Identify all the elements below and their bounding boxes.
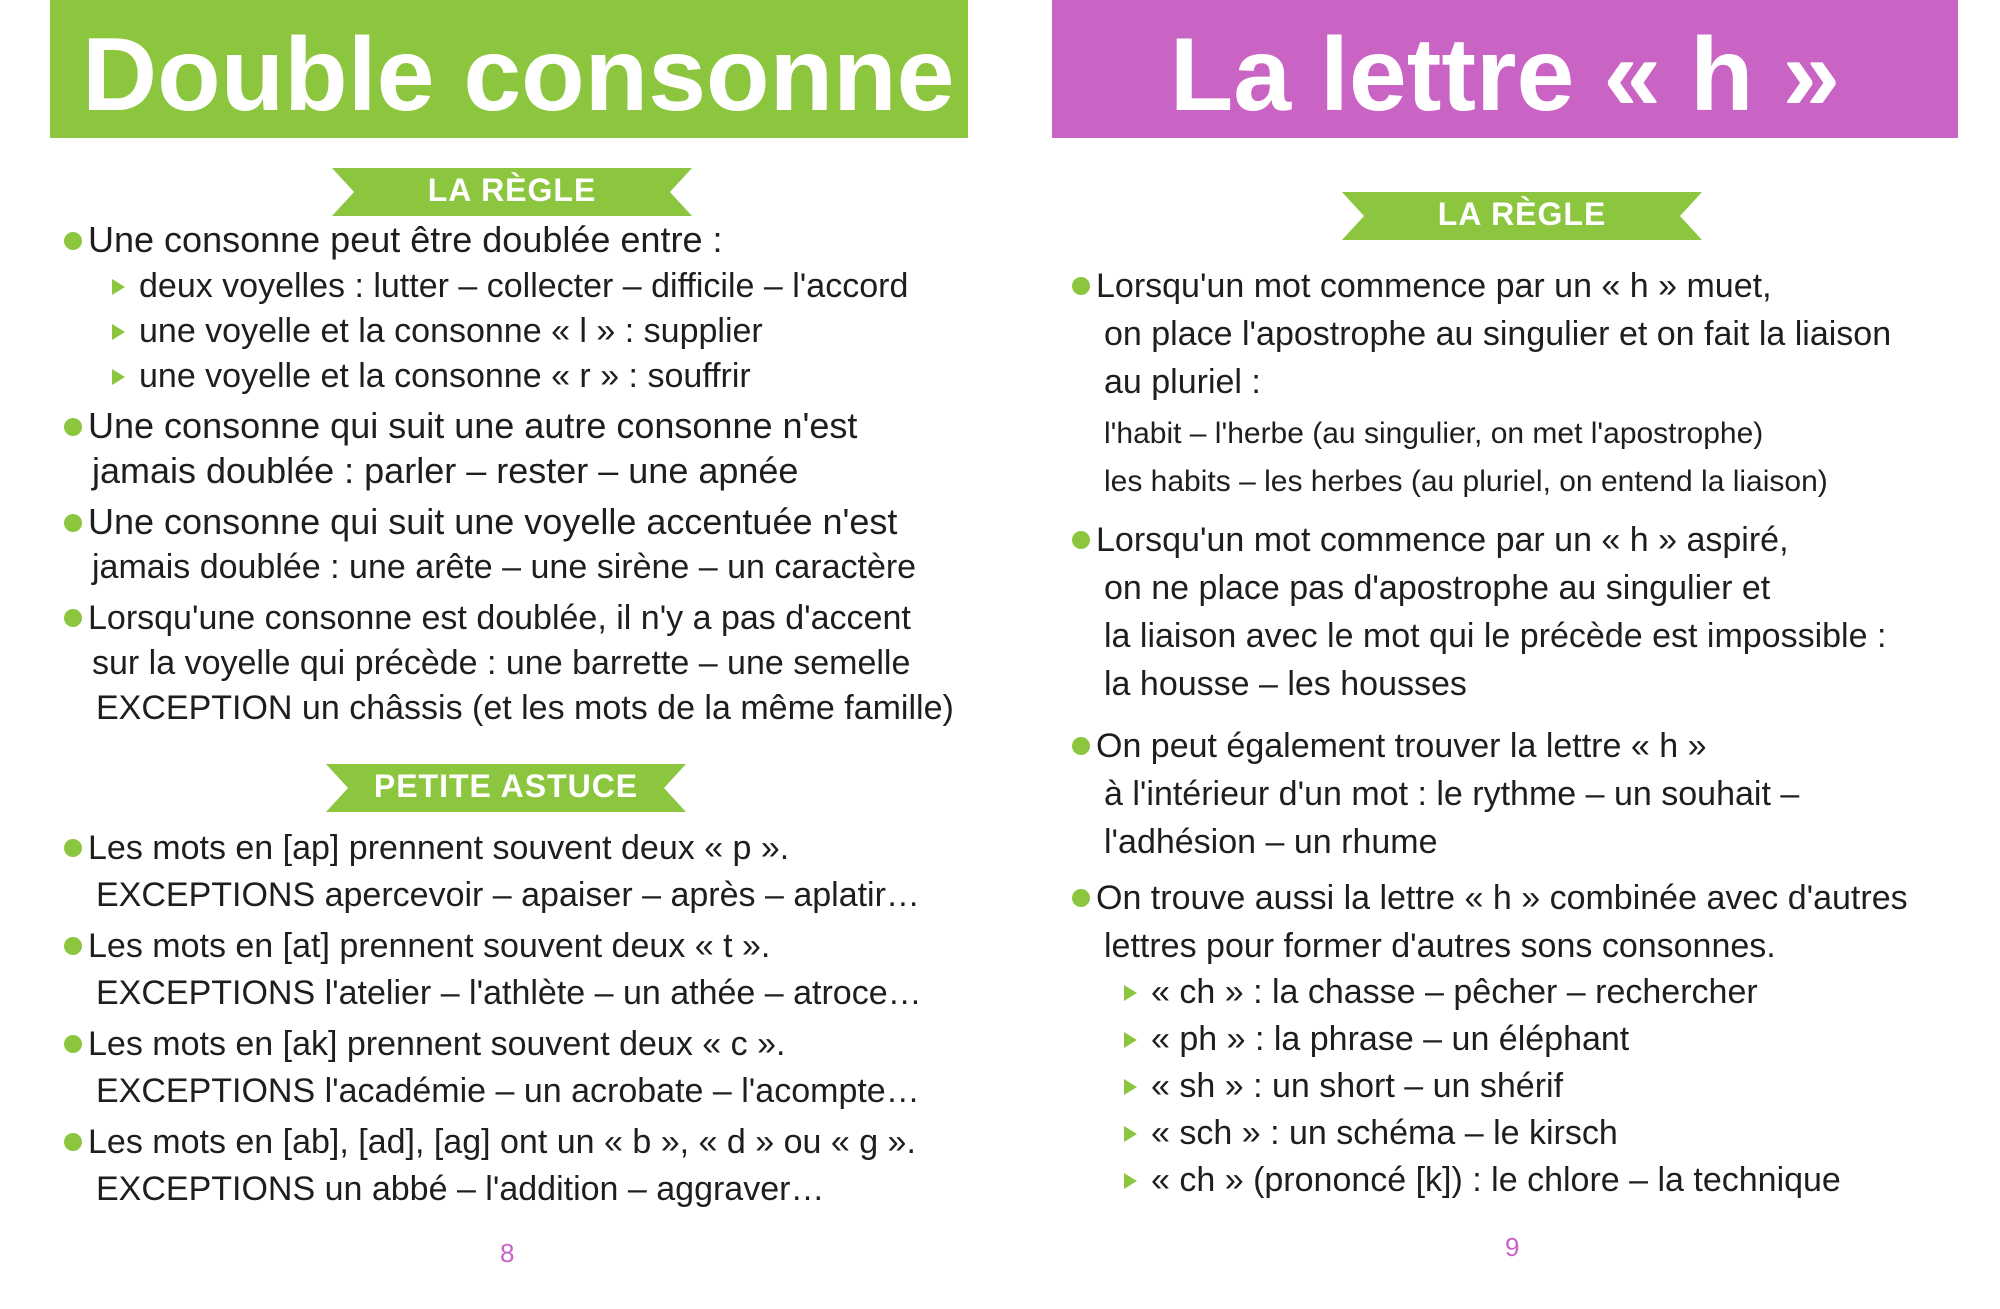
text-line: jamais doublée : parler – rester – une apnée xyxy=(92,450,799,491)
text-line: Une consonne qui suit une autre consonne n'est xyxy=(64,404,857,448)
triangle-bullet-icon xyxy=(112,369,125,385)
bullet-dot xyxy=(1072,889,1090,907)
text-line: la liaison avec le mot qui le précède est impossible : xyxy=(1104,617,1887,655)
bullet-dot xyxy=(64,609,82,627)
text-line: EXCEPTIONS apercevoir – apaiser – après – aplatir… xyxy=(96,876,920,914)
text-line: lettres pour former d'autres sons consonnes. xyxy=(1104,927,1776,965)
triangle-bullet-icon xyxy=(1124,1126,1137,1142)
triangle-bullet-icon xyxy=(1124,1032,1137,1048)
text-line: Une consonne qui suit une voyelle accentuée n'est xyxy=(64,500,897,544)
text-line: « sch » : un schéma – le kirsch xyxy=(1124,1111,1618,1155)
bullet-dot xyxy=(64,839,82,857)
page-title: Double consonne ? xyxy=(50,0,968,138)
text-line: EXCEPTIONS l'atelier – l'athlète – un athée – atroce… xyxy=(96,974,922,1012)
text-line: Les mots en [ap] prennent souvent deux « p ». xyxy=(64,826,789,870)
page-9 xyxy=(1000,0,2000,1309)
bullet-dot xyxy=(1072,277,1090,295)
bullet-dot xyxy=(64,1035,82,1053)
page-number: 8 xyxy=(500,1238,515,1268)
text-line: deux voyelles : lutter – collecter – difficile – l'accord xyxy=(112,264,908,308)
text-line: Une consonne peut être doublée entre : xyxy=(64,218,722,262)
text-line: l'habit – l'herbe (au singulier, on met l'apostrophe) xyxy=(1104,417,1764,450)
text-line: Les mots en [ak] prennent souvent deux « c ». xyxy=(64,1022,785,1066)
text-line: « ph » : la phrase – un éléphant xyxy=(1124,1017,1629,1061)
text-line: une voyelle et la consonne « l » : supplier xyxy=(112,309,763,353)
triangle-bullet-icon xyxy=(112,279,125,295)
text-line: à l'intérieur d'un mot : le rythme – un souhait – xyxy=(1104,775,1800,813)
text-line: Les mots en [at] prennent souvent deux « t ». xyxy=(64,924,770,968)
bullet-dot xyxy=(64,232,82,250)
triangle-bullet-icon xyxy=(1124,985,1137,1001)
triangle-bullet-icon xyxy=(1124,1079,1137,1095)
text-line: Lorsqu'une consonne est doublée, il n'y a pas d'accent xyxy=(64,596,911,640)
rule-banner: LA RÈGLE xyxy=(1342,186,1702,242)
bullet-dot xyxy=(1072,531,1090,549)
text-line: Les mots en [ab], [ad], [ag] ont un « b », « d » ou « g ». xyxy=(64,1120,916,1164)
bullet-dot xyxy=(64,418,82,436)
page-title: La lettre « h » xyxy=(1052,0,1958,138)
text-line: une voyelle et la consonne « r » : souffrir xyxy=(112,354,751,398)
bullet-dot xyxy=(64,937,82,955)
text-line: l'adhésion – un rhume xyxy=(1104,823,1438,861)
text-line: jamais doublée : une arête – une sirène – un caractère xyxy=(92,548,917,586)
text-line: les habits – les herbes (au pluriel, on entend la liaison) xyxy=(1104,465,1828,498)
bullet-dot xyxy=(64,1133,82,1151)
text-line: on place l'apostrophe au singulier et on fait la liaison xyxy=(1104,315,1892,353)
text-line: sur la voyelle qui précède : une barrette – une semelle xyxy=(92,644,911,682)
rule-banner: LA RÈGLE xyxy=(332,162,692,218)
text-line: EXCEPTION un châssis (et les mots de la même famille) xyxy=(96,689,954,727)
text-line: On peut également trouver la lettre « h » xyxy=(1072,724,1706,768)
tip-banner: PETITE ASTUCE xyxy=(326,758,686,814)
bullet-dot xyxy=(64,514,82,532)
page-number: 9 xyxy=(1505,1232,1520,1262)
text-line: Lorsqu'un mot commence par un « h » aspiré, xyxy=(1072,518,1789,562)
text-line: EXCEPTIONS un abbé – l'addition – aggraver… xyxy=(96,1170,825,1208)
bullet-dot xyxy=(1072,737,1090,755)
text-line: EXCEPTIONS l'académie – un acrobate – l'acompte… xyxy=(96,1072,920,1110)
text-line: On trouve aussi la lettre « h » combinée avec d'autres xyxy=(1072,876,1908,920)
triangle-bullet-icon xyxy=(112,324,125,340)
triangle-bullet-icon xyxy=(1124,1173,1137,1189)
text-line: « ch » : la chasse – pêcher – rechercher xyxy=(1124,970,1758,1014)
text-line: « sh » : un short – un shérif xyxy=(1124,1064,1563,1108)
text-line: on ne place pas d'apostrophe au singulier et xyxy=(1104,569,1771,607)
text-line: Lorsqu'un mot commence par un « h » muet, xyxy=(1072,264,1772,308)
text-line: la housse – les housses xyxy=(1104,665,1467,703)
text-line: « ch » (prononcé [k]) : le chlore – la technique xyxy=(1124,1158,1841,1202)
text-line: au pluriel : xyxy=(1104,363,1261,401)
